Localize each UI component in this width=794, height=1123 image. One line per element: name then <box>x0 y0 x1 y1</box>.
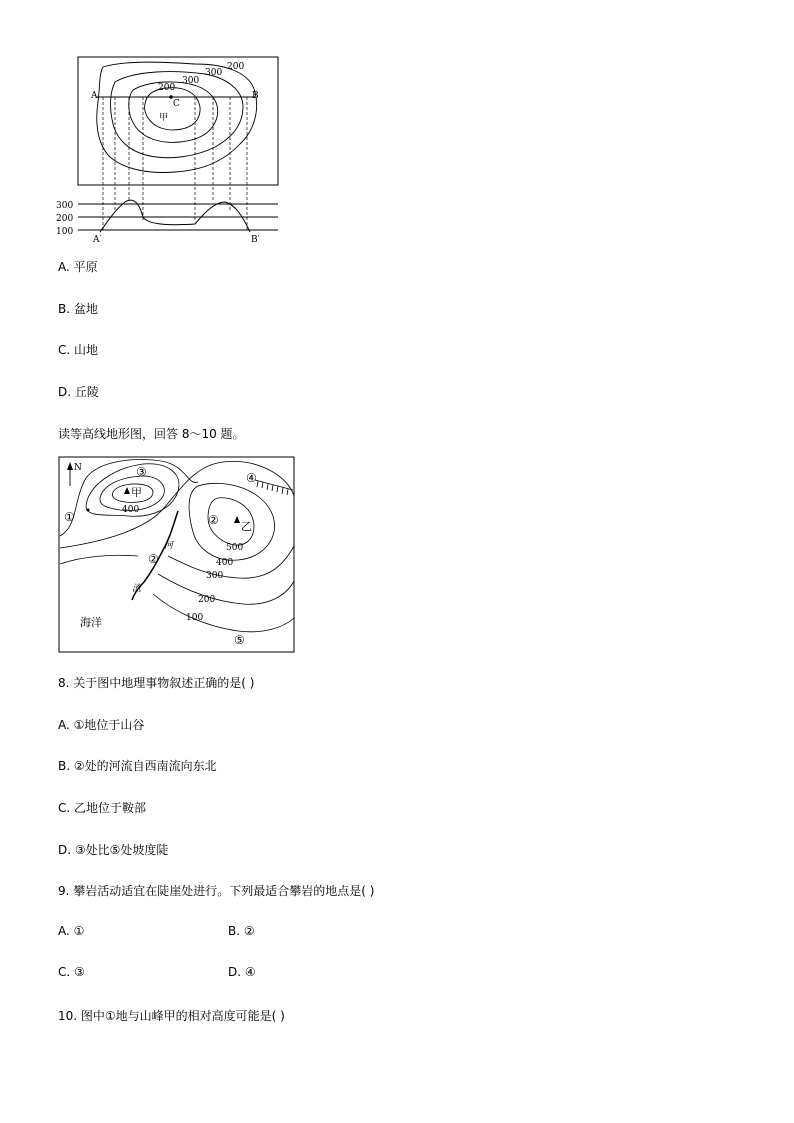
point-4-label: ④ <box>246 471 257 485</box>
point-b-prime-label: B′ <box>251 235 260 245</box>
contour-label: 300 <box>182 76 200 86</box>
q9-option-c: C. ③ <box>58 965 85 979</box>
contour-label: 300 <box>206 571 224 581</box>
q10-stem: 10. 图中①地与山峰甲的相对高度可能是( ) <box>58 1009 285 1023</box>
q9-option-a: A. ① <box>58 924 85 938</box>
contour-label: 200 <box>158 83 176 93</box>
q7-option-d: D. 丘陵 <box>58 385 99 399</box>
profile-tick: 100 <box>56 227 74 237</box>
point-a-prime-label: A′ <box>93 235 102 245</box>
point-a-label: A <box>91 91 98 101</box>
north-label: N <box>74 463 82 473</box>
point-c-label: C <box>173 99 180 109</box>
q7-option-b: B. 盆地 <box>58 302 98 316</box>
point-1-label: ① <box>64 510 75 524</box>
contour-profile-figure <box>55 52 285 247</box>
q9-option-d: D. ④ <box>228 965 256 979</box>
jia-label: 甲 <box>159 113 169 123</box>
q9-stem: 9. 攀岩活动适宜在陡崖处进行。下列最适合攀岩的地点是( ) <box>58 884 375 898</box>
sea-label: 海洋 <box>80 616 102 629</box>
contour-label: 200 <box>198 595 216 605</box>
q8-option-b: B. ②处的河流自西南流向东北 <box>58 759 217 773</box>
q8-option-d: D. ③处比⑤处坡度陡 <box>58 843 169 857</box>
topographic-map-figure <box>58 456 296 654</box>
point-3-label: ③ <box>136 465 147 479</box>
q9-option-b: B. ② <box>228 924 255 938</box>
point-2-label: ② <box>208 513 219 527</box>
contour-label: 400 <box>216 558 234 568</box>
river-label-he: 河 <box>164 541 174 551</box>
contour-label: 400 <box>122 505 140 515</box>
river-label-liu: 流 <box>132 584 142 594</box>
point-5-label: ⑤ <box>234 633 245 647</box>
q7-option-a: A. 平原 <box>58 260 98 274</box>
profile-tick: 300 <box>56 201 74 211</box>
point-2-river-label: ② <box>148 552 159 566</box>
q8-option-c: C. 乙地位于鞍部 <box>58 801 147 815</box>
q8-option-a: A. ①地位于山谷 <box>58 718 145 732</box>
point-b-label: B <box>252 91 259 101</box>
q7-option-c: C. 山地 <box>58 343 99 357</box>
profile-tick: 200 <box>56 214 74 224</box>
intro-text: 读等高线地形图，回答 8～10 题。 <box>58 427 245 441</box>
peak-yi-label: 乙 <box>241 520 252 533</box>
contour-label: 100 <box>186 613 204 623</box>
contour-label: 500 <box>226 543 244 553</box>
contour-label: 200 <box>227 62 245 72</box>
q8-stem: 8. 关于图中地理事物叙述正确的是( ) <box>58 676 255 690</box>
contour-label: 300 <box>205 68 223 78</box>
peak-jia-label: 甲 <box>131 486 142 499</box>
